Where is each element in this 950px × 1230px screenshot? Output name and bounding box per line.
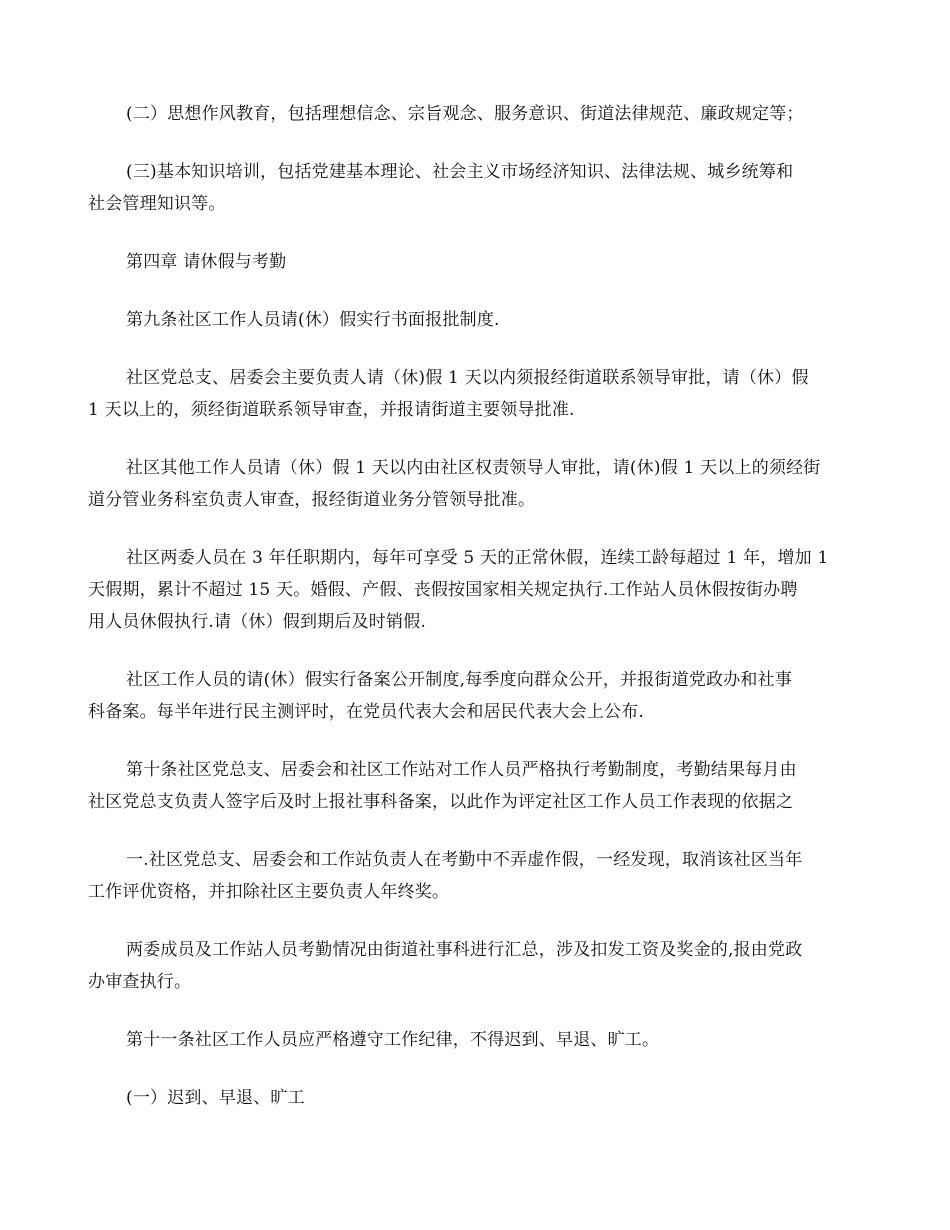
text-line: 第十条社区党总支、居委会和社区工作站对工作人员严格执行考勤制度，考勤结果每月由 — [126, 760, 797, 780]
paragraph-ideology-education — [88, 98, 862, 130]
text-line: (三)基本知识培训，包括党建基本理论、社会主义市场经济知识、法律法规、城乡统筹和 — [126, 162, 794, 182]
text-line: 社区工作人员的请(休）假实行备案公开制度,每季度向群众公开，并报街道党政办和社事 — [126, 670, 793, 690]
text-line: 1 天以上的，须经街道联系领导审查，并报请街道主要领导批准. — [88, 400, 575, 420]
text-line: 社区党总支、居委会主要负责人请（休)假 1 天以内须报经街道联系领导审批，请（休）假 — [126, 368, 809, 388]
text-line: 社区党总支负责人签字后及时上报社事科备案，以此作为评定社区工作人员工作表现的依据之 — [88, 792, 794, 812]
text-line: 社区两委人员在 3 年任职期内，每年可享受 5 天的正常休假，连续工龄每超过 1 年，增加 1 — [126, 548, 829, 568]
paragraph-annual-leave — [88, 542, 862, 638]
paragraph-leave-disclosure — [88, 664, 862, 728]
subsection-lateness — [88, 1082, 862, 1114]
paragraph-basic-knowledge — [88, 156, 862, 220]
article-nine — [88, 304, 862, 336]
text-line: 道分管业务科室负责人审查，报经街道业务分管领导批准。 — [88, 490, 536, 510]
text-line: 第九条社区工作人员请(休）假实行书面报批制度. — [126, 310, 500, 330]
paragraph-attendance-summary — [88, 934, 862, 998]
text-line: 科备案。每半年进行民主测评时，在党员代表大会和居民代表大会上公布. — [88, 702, 645, 722]
article-eleven — [88, 1024, 862, 1056]
text-line: 天假期，累计不超过 15 天。婚假、产假、丧假按国家相关规定执行.工作站人员休假按街办聘 — [88, 580, 798, 600]
paragraph-attendance-integrity — [88, 844, 862, 908]
text-line: 社会管理知识等。 — [88, 194, 226, 214]
text-line: 办审查执行。 — [88, 972, 192, 992]
text-line: (二）思想作风教育，包括理想信念、宗旨观念、服务意识、街道法律规范、廉政规定等； — [126, 104, 804, 124]
text-line: 社区其他工作人员请（休）假 1 天以内由社区权责领导人审批，请(休)假 1 天以上的须经街 — [126, 458, 821, 478]
text-line: 第四章 请休假与考勤 — [126, 252, 287, 272]
paragraph-leader-leave — [88, 362, 862, 426]
text-line: 一.社区党总支、居委会和工作站负责人在考勤中不弄虚作假，一经发现，取消该社区当年 — [126, 850, 803, 870]
text-line: (一）迟到、早退、旷工 — [126, 1088, 305, 1108]
paragraph-other-staff-leave — [88, 452, 862, 516]
article-ten — [88, 754, 862, 818]
text-line: 用人员休假执行.请（休）假到期后及时销假. — [88, 612, 427, 632]
text-line: 两委成员及工作站人员考勤情况由街道社事科进行汇总，涉及扣发工资及奖金的,报由党政 — [126, 940, 803, 960]
text-line: 第十一条社区工作人员应严格遵守工作纪律，不得迟到、早退、旷工。 — [126, 1030, 660, 1050]
text-line: 工作评优资格，并扣除社区主要负责人年终奖。 — [88, 882, 450, 902]
chapter-heading — [88, 246, 862, 278]
